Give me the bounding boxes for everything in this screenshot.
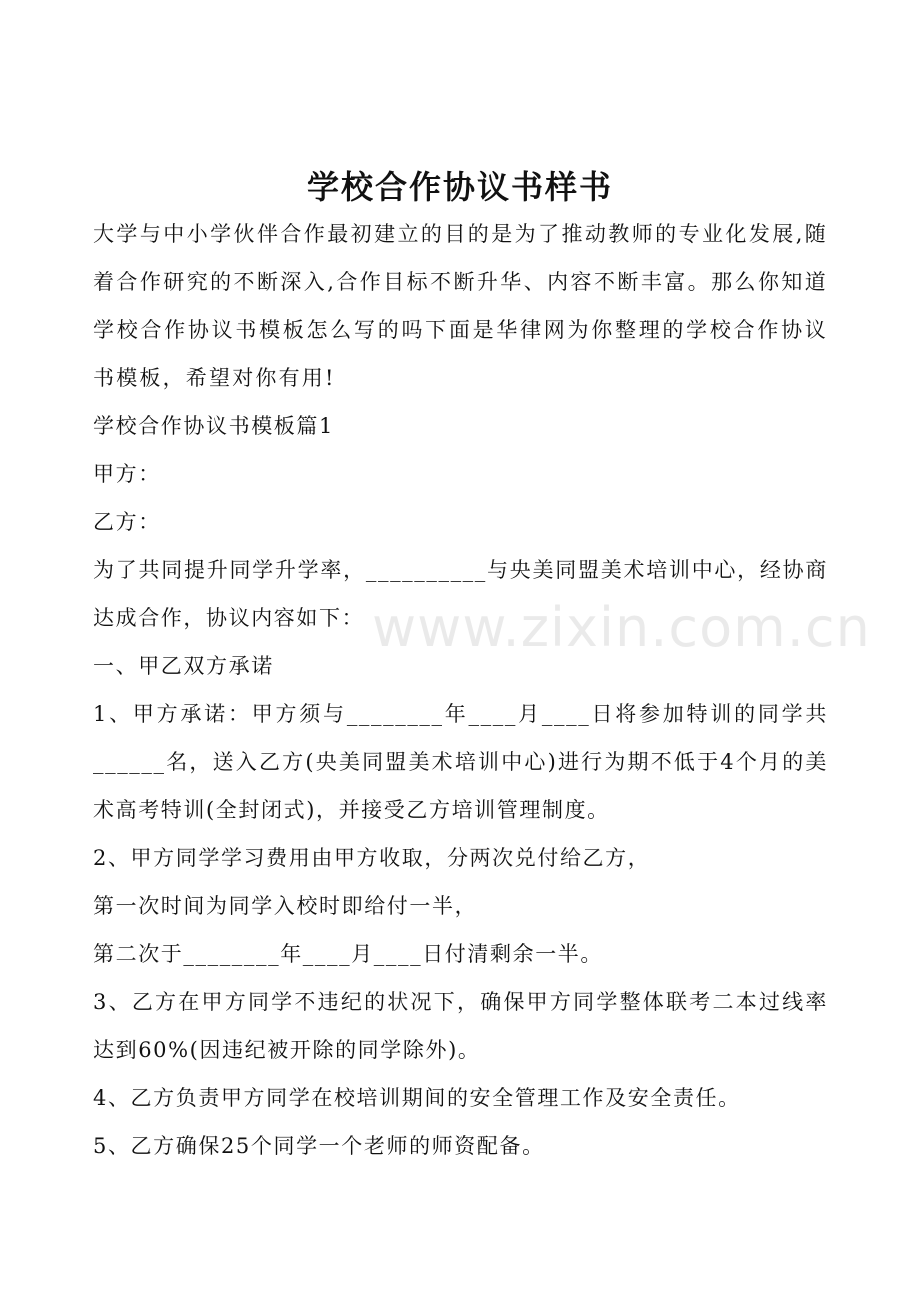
document-title: 学校合作协议书样书 [306,168,613,206]
clause-2-second-payment: 第二次于________年____月____日付清剩余一半。 [93,942,603,966]
clause-1: 1、甲方承诺：甲方须与________年____月____日将参加特训的同学共______名，送入乙方(央美同盟美术培训中心)进行为期不低于4个月的美术高考特训(全封闭式)，并接受乙方培训管理制度。 [93,702,828,822]
watermark: www.zixin.com.cn [372,596,871,659]
preamble-paragraph: 为了共同提升同学升学率，__________与央美同盟美术培训中心，经协商达成合作，协议内容如下： [93,558,828,630]
clause-4: 4、乙方负责甲方同学在校培训期间的安全管理工作及安全责任。 [93,1086,741,1110]
clause-5: 5、乙方确保25个同学一个老师的师资配备。 [93,1134,545,1158]
intro-paragraph: 大学与中小学伙伴合作最初建立的目的是为了推动教师的专业化发展,随着合作研究的不断深入,合作目标不断升华、内容不断丰富。那么你知道学校合作协议书模板怎么写的吗下面是华律网为你整理的学校合作协议书模板，希望对你有用! [93,222,828,390]
template-heading: 学校合作协议书模板篇1 [93,414,334,438]
clause-2: 2、甲方同学学习费用由甲方收取，分两次兑付给乙方， [93,846,651,870]
section-heading-commitments: 一、甲乙双方承诺 [93,654,274,678]
party-a-label: 甲方： [93,462,161,486]
clause-3: 3、乙方在甲方同学不违纪的状况下，确保甲方同学整体联考二本过线率达到60%(因违纪被开除的同学除外)。 [93,990,828,1062]
clause-2-first-payment: 第一次时间为同学入校时即给付一半， [93,894,478,918]
party-b-label: 乙方： [93,510,161,534]
document-body [93,210,828,1170]
